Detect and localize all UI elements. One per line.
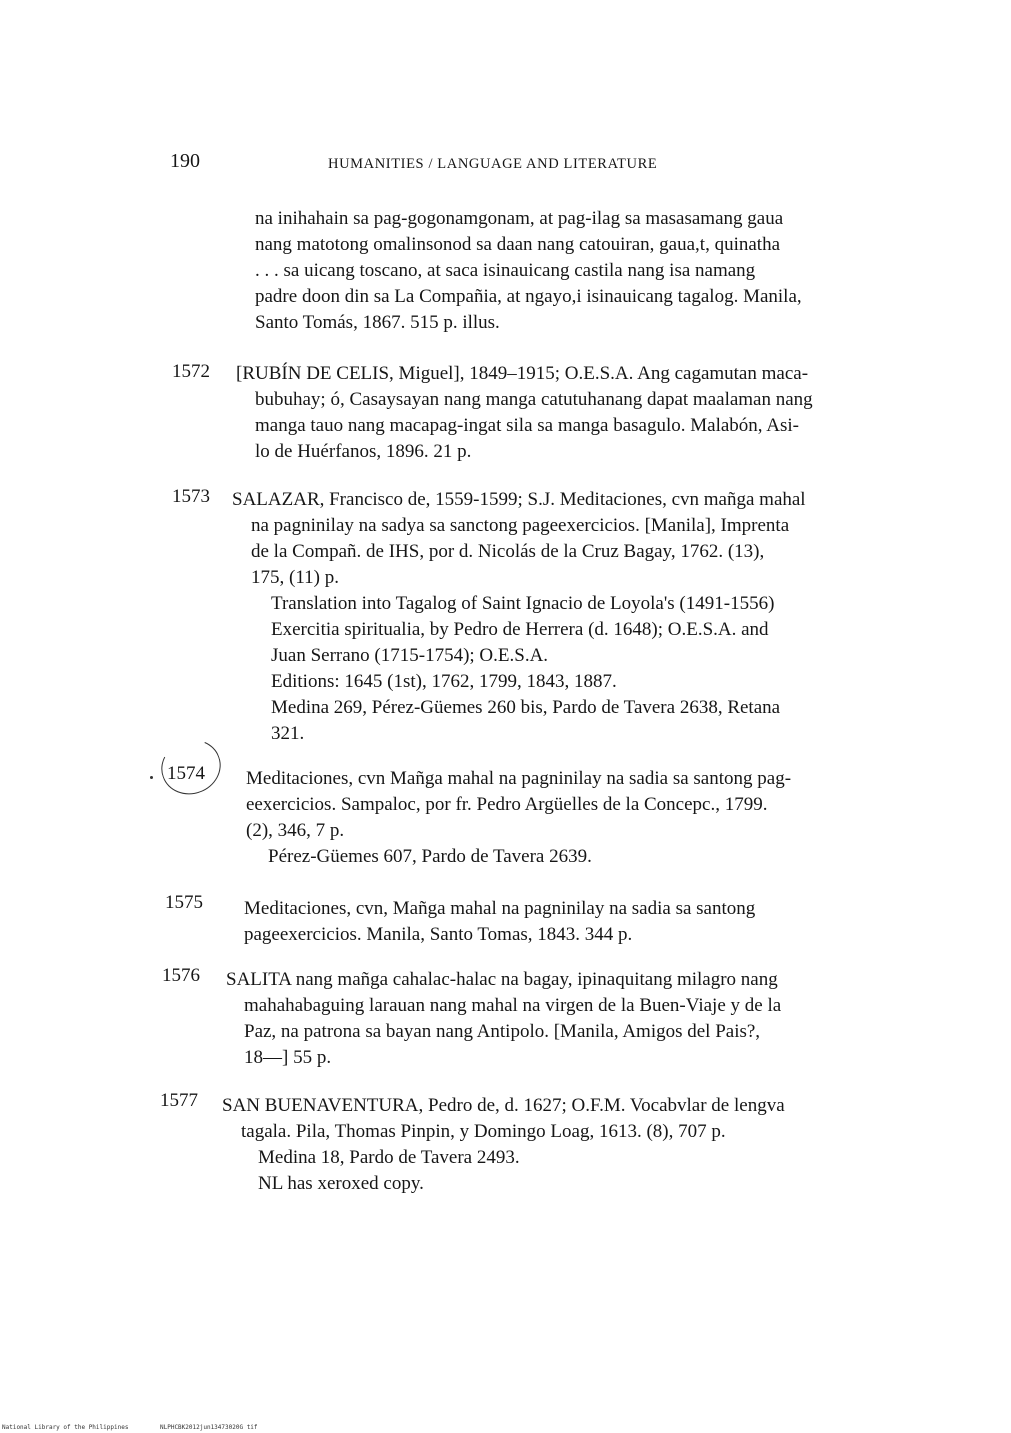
text-line: Paz, na patrona sa bayan nang Antipolo. [Manila, Amigos del Pais?, [244,1021,761,1042]
text-line: 18—] 55 p. [244,1047,332,1068]
text-line: mahahabaguing larauan nang mahal na virgen de la Buen-Viaje y de la [244,995,782,1016]
note-line: Medina 18, Pardo de Tavera 2493. [258,1147,520,1168]
text-line: bubuhay; ó, Casaysayan nang manga catutuhanang dapat maalaman nang [255,389,813,410]
text-line: Meditaciones, cvn Mañga mahal na pagninilay na sadia sa santong pag- [246,768,792,789]
text-line: [RUBÍN DE CELIS, Miguel], 1849–1915; O.E.S.A. Ang cagamutan maca- [236,363,809,384]
note-line: Exercitia spiritualia, by Pedro de Herrera (d. 1648); O.E.S.A. and [271,619,769,640]
ink-dot [150,776,153,779]
footer-file-id: NLPHCBK2012jun13473020G tif [160,1424,258,1431]
text-line: Meditaciones, cvn, Mañga mahal na pagninilay na sadia sa santong [244,898,756,919]
note-line: Editions: 1645 (1st), 1762, 1799, 1843, 1887. [271,671,617,692]
text-line: lo de Huérfanos, 1896. 21 p. [255,441,472,462]
entry-number: 1572 [172,361,210,382]
entry-number: 1576 [162,965,200,986]
text-line: eexercicios. Sampaloc, por fr. Pedro Argüelles de la Concepc., 1799. [246,794,768,815]
text-line: Santo Tomás, 1867. 515 p. illus. [255,312,500,333]
text-line: SAN BUENAVENTURA, Pedro de, d. 1627; O.F.M. Vocabvlar de lengva [222,1095,785,1116]
text-line: manga tauo nang macapag-ingat sila sa manga basagulo. Malabón, Asi- [255,415,799,436]
note-line: NL has xeroxed copy. [258,1173,424,1194]
text-line: na inihahain sa pag-gogonamgonam, at pag-ilag sa masasamang gaua [255,208,784,229]
text-line: SALITA nang mañga cahalac-halac na bagay, ipinaquitang milagro nang [226,969,778,990]
running-title: HUMANITIES / LANGUAGE AND LITERATURE [328,156,658,172]
text-line: na pagninilay na sadya sa sanctong pageexercicios. [Manila], Imprenta [251,515,790,536]
entry-number: 1574 [167,763,205,784]
note-line: Translation into Tagalog of Saint Ignacio de Loyola's (1491-1556) [271,593,775,614]
text-line: nang matotong omalinsonod sa daan nang catouiran, gaua,t, quinatha [255,234,780,255]
text-line: . . . sa uicang toscano, at saca isinauicang castila nang isa namang [255,260,756,281]
page-number: 190 [170,150,200,172]
entry-number: 1573 [172,486,210,507]
text-line: SALAZAR, Francisco de, 1559-1599; S.J. Meditaciones, cvn mañga mahal [232,489,806,510]
footer-library-stamp: National Library of the Philippines [2,1424,129,1431]
note-line: Medina 269, Pérez-Güemes 260 bis, Pardo de Tavera 2638, Retana [271,697,781,718]
entry-number: 1577 [160,1090,198,1111]
text-line: padre doon din sa La Compañia, at ngayo,i isinauicang tagalog. Manila, [255,286,802,307]
note-line: Pérez-Güemes 607, Pardo de Tavera 2639. [268,846,592,867]
entry-number: 1575 [165,892,203,913]
text-line: pageexercicios. Manila, Santo Tomas, 1843. 344 p. [244,924,633,945]
note-line: 321. [271,723,305,744]
text-line: (2), 346, 7 p. [246,820,345,841]
text-line: de la Compañ. de IHS, por d. Nicolás de la Cruz Bagay, 1762. (13), [251,541,765,562]
text-line: tagala. Pila, Thomas Pinpin, y Domingo Loag, 1613. (8), 707 p. [241,1121,726,1142]
text-line: 175, (11) p. [251,567,339,588]
note-line: Juan Serrano (1715-1754); O.E.S.A. [271,645,549,666]
